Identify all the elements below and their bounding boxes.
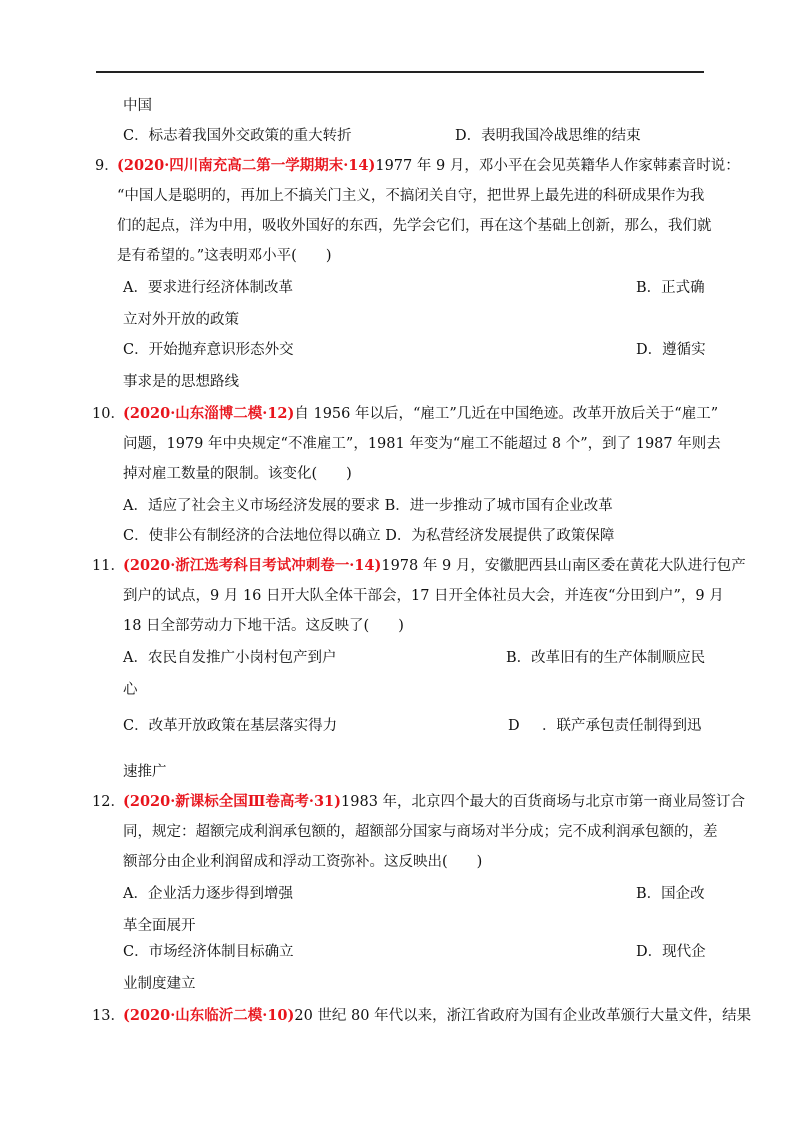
q11-option-c: C．改革开放政策在基层落实得力 (123, 718, 338, 734)
q8-continuation: 中国 (123, 98, 152, 114)
q9-option-d: D．遵循实 (636, 342, 706, 358)
q12-stem-line2: 同，规定：超额完成利润承包额的，超额部分国家与商场对半分成；完不成利润承包额的，差 (123, 824, 718, 840)
q11-option-b-continued: 心 (123, 682, 138, 698)
q11-source: (2020·浙江选考科目考试冲刺卷一·14) (123, 557, 382, 574)
q11-option-d: ．联产承包责任制得到迅 (542, 718, 702, 734)
q9-option-c: C．开始抛弃意识形态外交 (123, 342, 294, 358)
q10-stem-line3: 掉对雇工数量的限制。该变化( ) (123, 466, 352, 482)
header-rule (96, 71, 704, 73)
q11-stem-text: 1978 年 9 月，安徽肥西县山南区委在黄花大队进行包产 (381, 558, 746, 574)
q12-stem-line3: 额部分由企业利润留成和浮动工资弥补。这反映出( ) (123, 854, 483, 870)
q12-option-a: A．企业活力逐步得到增强 (123, 886, 293, 902)
q12-option-d: D．现代企 (636, 944, 706, 960)
q9-option-a: A．要求进行经济体制改革 (123, 280, 293, 296)
q10-options-ab: A．适应了社会主义市场经济发展的要求 B．进一步推动了城市国有企业改革 (123, 498, 613, 514)
q9-stem-line2: “中国人是聪明的，再加上不搞关门主义，不搞闭关自守，把世界上最先进的科研成果作为我 (117, 188, 705, 204)
q8-option-c: C．标志着我国外交政策的重大转折 (123, 128, 352, 144)
q12-option-b: B．国企改 (636, 886, 705, 902)
q9-option-d-continued: 事求是的思想路线 (123, 374, 239, 390)
q10-source: (2020·山东淄博二模·12) (123, 405, 295, 422)
q11-number: 11． (92, 558, 125, 574)
q12-number: 12． (92, 794, 125, 810)
q9-stem-line4: 是有希望的。”这表明邓小平( ) (117, 248, 332, 264)
q10-stem-line2: 问题，1979 年中央规定“不准雇工”，1981 年变为“雇工不能超过 8 个”，到了 1987 年则去 (123, 436, 721, 452)
q9-option-b-continued: 立对外开放的政策 (123, 312, 239, 328)
q12-source: (2020·新课标全国Ⅲ卷高考·31) (123, 793, 342, 810)
q10-stem-line1 (123, 404, 718, 424)
q11-option-d-continued: 速推广 (123, 764, 167, 780)
q9-option-b: B．正式确 (636, 280, 705, 296)
q13-stem-line1 (123, 1006, 751, 1026)
q13-number: 13． (92, 1008, 125, 1024)
q12-stem-text: 1983 年，北京四个最大的百货商场与北京市第一商业局签订合 (341, 794, 746, 810)
q11-option-a: A．农民自发推广小岗村包产到户 (123, 650, 337, 666)
q11-stem-line2: 到户的试点，9 月 16 日开大队全体干部会，17 日开全体社员大会，并连夜“分田到户”，9 月 (123, 588, 724, 604)
q9-source: (2020·四川南充高二第一学期期末·14) (117, 157, 376, 174)
q12-option-d-continued: 业制度建立 (123, 976, 196, 992)
q12-option-c: C．市场经济体制目标确立 (123, 944, 294, 960)
q11-stem-line1 (123, 556, 746, 576)
q11-option-d-letter: D (508, 718, 520, 734)
q10-options-cd: C．使非公有制经济的合法地位得以确立 D．为私营经济发展提供了政策保障 (123, 528, 615, 544)
q9-number: 9． (95, 158, 119, 174)
q11-stem-line3: 18 日全部劳动力下地干活。这反映了( ) (123, 618, 404, 634)
q9-stem-text: 1977 年 9 月，邓小平在会见英籍华人作家韩素音时说： (375, 158, 740, 174)
q13-stem-text: 20 世纪 80 年代以来，浙江省政府为国有企业改革颁行大量文件，结果 (294, 1008, 752, 1024)
q10-stem-text: 自 1956 年以后，“雇工”几近在中国绝迹。改革开放后关于“雇工” (294, 406, 719, 422)
q9-stem-line3: 们的起点，洋为中用，吸收外国好的东西，先学会它们，再在这个基础上创新，那么，我们就 (117, 218, 712, 234)
q13-source: (2020·山东临沂二模·10) (123, 1007, 295, 1024)
q10-number: 10． (92, 406, 125, 422)
q11-option-b: B．改革旧有的生产体制顺应民 (506, 650, 706, 666)
q12-option-b-continued: 革全面展开 (123, 918, 196, 934)
q12-stem-line1 (123, 792, 745, 812)
q8-option-d: D．表明我国冷战思维的结束 (455, 128, 641, 144)
q9-stem-line1 (117, 156, 740, 176)
